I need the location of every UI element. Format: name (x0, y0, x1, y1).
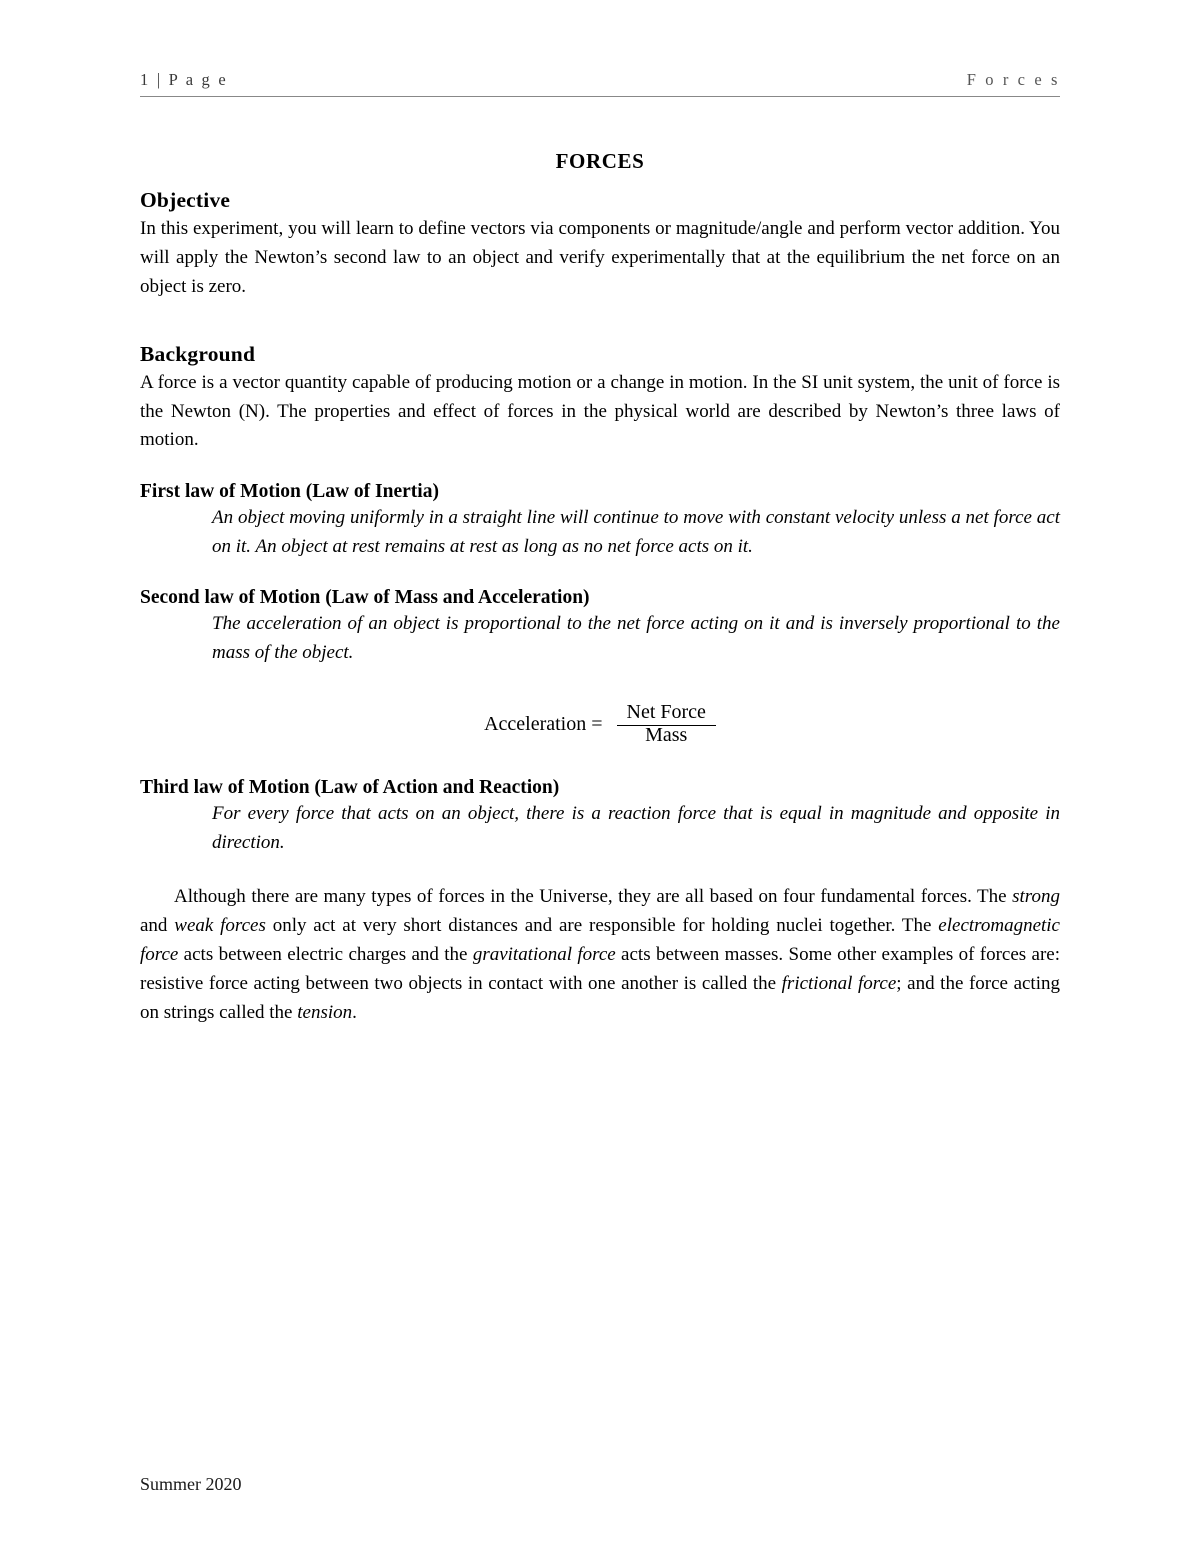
text-part-5: acts between masses. Some other examples of forces are: resistive force acting between two objects in contact with one another is called the (140, 944, 1061, 994)
paragraph-fundamental-forces (140, 883, 1060, 1027)
equation-numerator: Net Force (617, 701, 716, 726)
emphasis-tension: tension (297, 1001, 353, 1023)
text-part-6: ; and the force acting on strings called the (140, 972, 1060, 1023)
heading-objective: Objective (140, 188, 231, 212)
equation-fraction (617, 701, 716, 747)
header-page-number: 1 | P a g e (140, 70, 228, 89)
text-part-4: acts between electric charges and the (178, 944, 473, 965)
page-header (140, 70, 1060, 97)
spacer (140, 857, 1060, 883)
emphasis-frictional-force: frictional force (781, 972, 897, 994)
paragraph-background: A force is a vector quantity capable of producing motion or a change in motion. In the SI unit system, the unit of force is the Newton (N). The properties and effect of forces in the physical world are described by Newton’s three laws of motion. (140, 371, 1060, 451)
spacer (140, 561, 1060, 587)
text-part-2: and (140, 915, 175, 937)
heading-background: Background (140, 341, 256, 366)
header-document-title: F o r c e s (966, 70, 1060, 89)
spacer (140, 455, 1060, 481)
page-title: FORCES (555, 149, 645, 173)
text-first-law: An object moving uniformly in a straight line will continue to move with constant velocity unless a net force act on it. An object at rest remains at rest as long as no net force acts on it. (212, 507, 1060, 557)
emphasis-weak-forces: weak forces (174, 915, 266, 937)
text-part-7: . (352, 1001, 357, 1023)
text-part-3: only act at very short distances and are responsible for holding nuclei together. The (265, 915, 939, 937)
emphasis-gravitational-force: gravitational force (472, 944, 616, 965)
text-part-1: Although there are many types of forces in the Universe, they are all based on four fundamental forces. The (174, 886, 1013, 908)
equation-denominator: Mass (645, 724, 688, 747)
emphasis-electromagnetic-force: electromagnetic force (140, 915, 1060, 965)
paragraph-objective: In this experiment, you will learn to define vectors via components or magnitude/angle and perform vector addition. You will apply the Newton’s second law to an object and verify experimentally that at the equilibrium the net force on an object is zero. (140, 218, 1060, 297)
equation-acceleration (140, 701, 1060, 747)
equation-left-side: Acceleration = (484, 712, 603, 735)
heading-first-law: First law of Motion (Law of Inertia) (140, 481, 439, 503)
text-third-law: For every force that acts on an object, there is a reaction force that is equal in magnitude and opposite in direction. (212, 803, 1060, 853)
emphasis-strong: strong (1012, 886, 1060, 908)
heading-third-law: Third law of Motion (Law of Action and Reaction) (140, 777, 560, 799)
text-second-law: The acceleration of an object is proportional to the net force acting on it and is inversely proportional to the mass of the object. (212, 613, 1060, 663)
page-footer: Summer 2020 (140, 1474, 242, 1494)
spacer (140, 302, 1060, 342)
heading-second-law: Second law of Motion (Law of Mass and Acceleration) (140, 587, 590, 609)
